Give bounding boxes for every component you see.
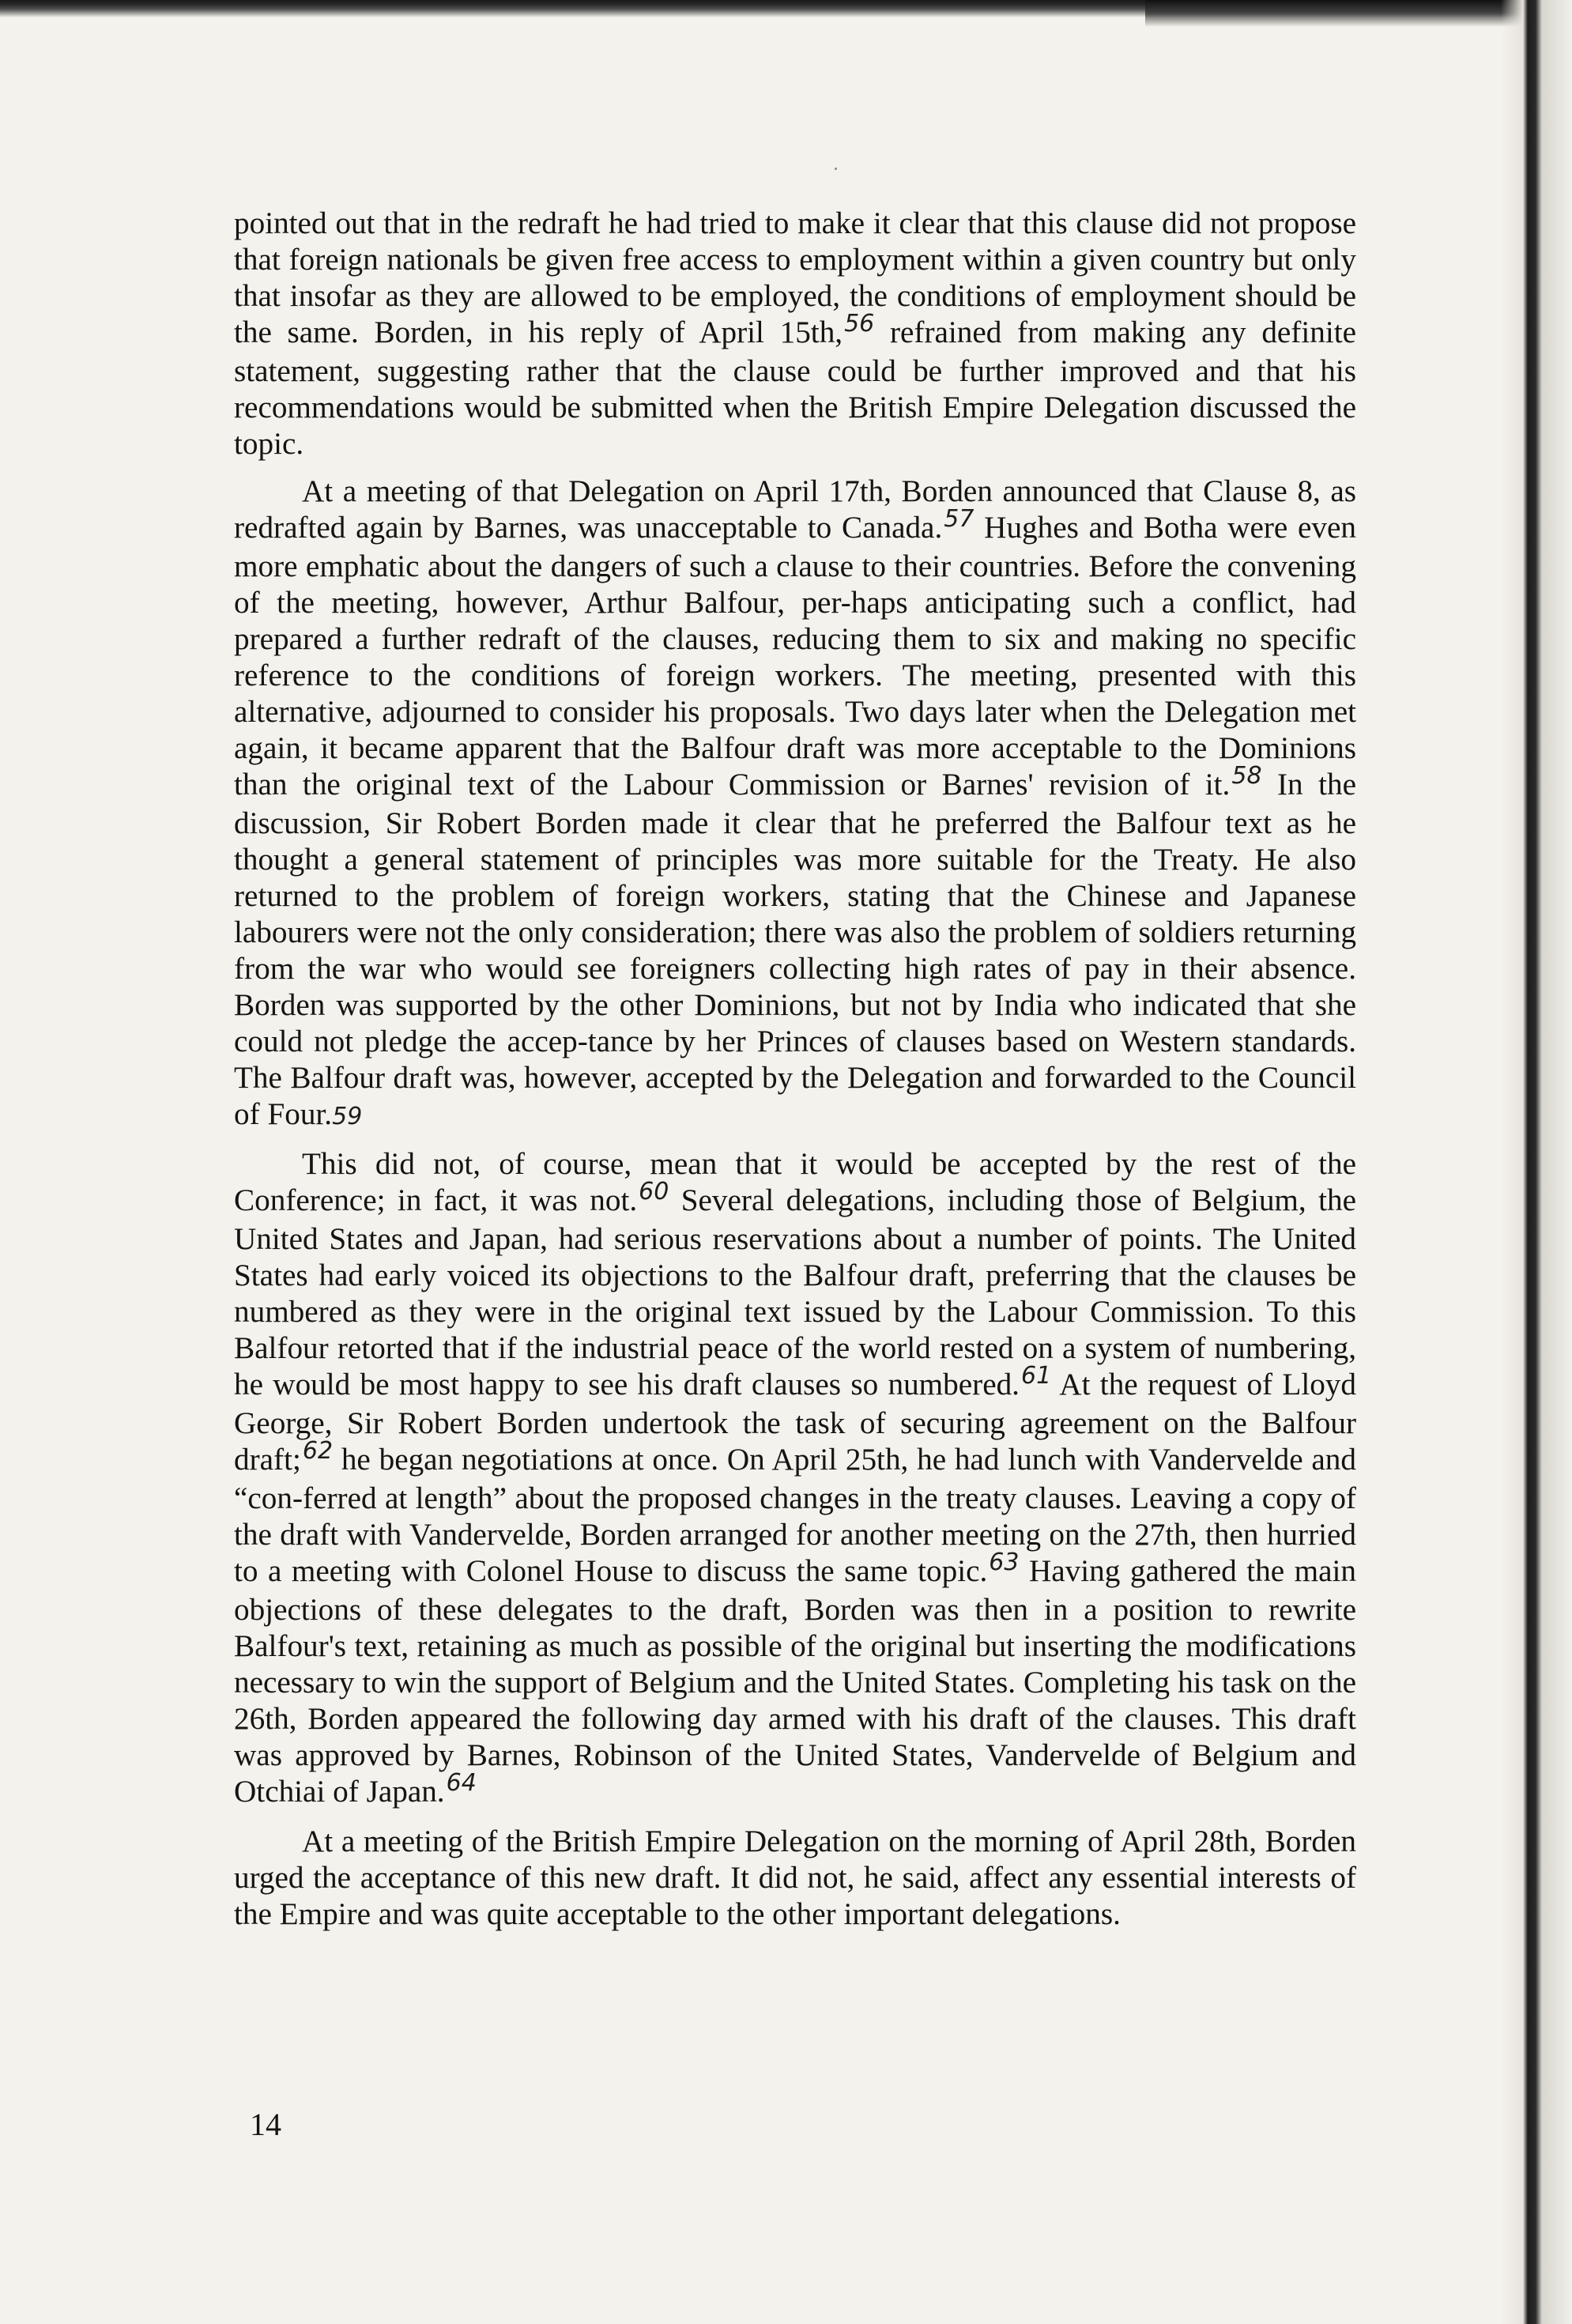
handwritten-footnote-mark: 58 (1231, 762, 1262, 790)
paragraph-text: This did not, of course, mean that it would be accepted by the rest of the Conference; in fact, it was not. (234, 1147, 1356, 1217)
page-number: 14 (250, 2107, 281, 2142)
paragraph-4 (234, 1824, 1356, 1933)
paragraph-text: At a meeting of the British Empire Delegation on the morning of April 28th, Borden urged the acceptance of this new draft. It did not, he said, affect any essential interests of the Empire and was quite acceptable to the other important delegations. (234, 1824, 1356, 1931)
paragraph-text: At a meeting of that Delegation on April 17th, Borden announced that Clause 8, as redrafted again by Barnes, was unacceptable to Canada. (234, 474, 1356, 545)
handwritten-footnote-mark: 56 (844, 310, 875, 338)
scan-speck (835, 168, 837, 170)
handwritten-footnote-mark: 62 (302, 1437, 334, 1465)
paragraph-text: Having gathered the main objections of these delegates to the draft, Borden was then in a position to rewrite Balfour's text, retaining as much as possible of the original but inserting the modifications necessary to win the support of Belgium and the United States. Completing his task on the 26th, Borden appeared the following day armed with his draft of the clauses. This draft was approved by Barnes, Robinson of the United States, Vandervelde of Belgium and Otchiai of Japan. (234, 1554, 1356, 1809)
body-text (234, 206, 1356, 1944)
paragraph-text: refrained from making any definite statement, suggesting rather that the clause could be further improved and that his recommendations would be submitted when the British Empire Delegation discussed the topic. (234, 315, 1357, 461)
handwritten-footnote-mark: 57 (944, 505, 974, 533)
handwritten-footnote-mark: 59 (332, 1103, 363, 1130)
handwritten-footnote-mark: 61 (1020, 1362, 1052, 1390)
paragraph-text: In the discussion, Sir Robert Borden made it clear that he preferred the Balfour text as he thought a general statement of principles was more suitable for the Treaty. He also returned to the problem of foreign workers, stating that the Chinese and Japanese labourers were not the only consideration; there was also the problem of soldiers returning from the war who would see foreigners collecting high rates of pay in their absence. Borden was supported by the other Dominions, but not by India who indicated that she could not pledge the accep-tance by her Princes of clauses based on Western standards. The Balfour draft was, however, accepted by the Delegation and forwarded to the Council of Four. (234, 768, 1356, 1131)
paragraph-text: At the request of Lloyd George, Sir Robert Borden undertook the task of securing agreement on the Balfour draft; (234, 1368, 1356, 1477)
handwritten-footnote-mark: 63 (989, 1549, 1020, 1576)
paragraph-text: he began negotiations at once. On April 25th, he had lunch with Vandervelde and “con-ferred at length” about the proposed changes in the treaty clauses. Leaving a copy of the draft with Vandervelde, Borden arranged for another meeting on the 27th, then hurried to a meeting with Colonel House to discuss the same topic. (234, 1443, 1356, 1588)
handwritten-footnote-mark: 64 (446, 1769, 477, 1797)
paragraph-text: Hughes and Botha were even more emphatic about the dangers of such a clause to their countries. Before the convening of the meeting, however, Arthur Balfour, per-haps anticipating such a conflict, had prepared a further redraft of the clauses, reducing them to six and making no specific reference to the conditions of foreign workers. The meeting, presented with this alternative, adjourned to consider his proposals. Two days later when the Delegation met again, it became apparent that the Balfour draft was more acceptable to the Dominions than the original text of the Labour Commission or Barnes' revision of it. (234, 511, 1356, 802)
paragraph-2 (234, 473, 1356, 1135)
paragraph-text: pointed out that in the redraft he had tried to make it clear that this clause did not propose that foreign nationals be given free access to employment within a given country but only that insofar as they are allowed to be employed, the conditions of employment should be the same. Borden, in his reply of April 15th, (234, 206, 1356, 349)
handwritten-footnote-mark: 60 (639, 1178, 669, 1205)
paragraph-1 (234, 206, 1356, 462)
paragraph-3 (234, 1146, 1356, 1813)
book-binding-edge (1501, 0, 1572, 2324)
paragraph-text: Several delegations, including those of Belgium, the United States and Japan, had serious reservations about a number of points. The United States had early voiced its objections to the Balfour draft, preferring that the clauses be numbered as they were in the original text issued by the Labour Commission. To this Balfour retorted that if the industrial peace of the world rested on a system of numbering, he would be most happy to see his draft clauses so numbered. (234, 1183, 1356, 1402)
